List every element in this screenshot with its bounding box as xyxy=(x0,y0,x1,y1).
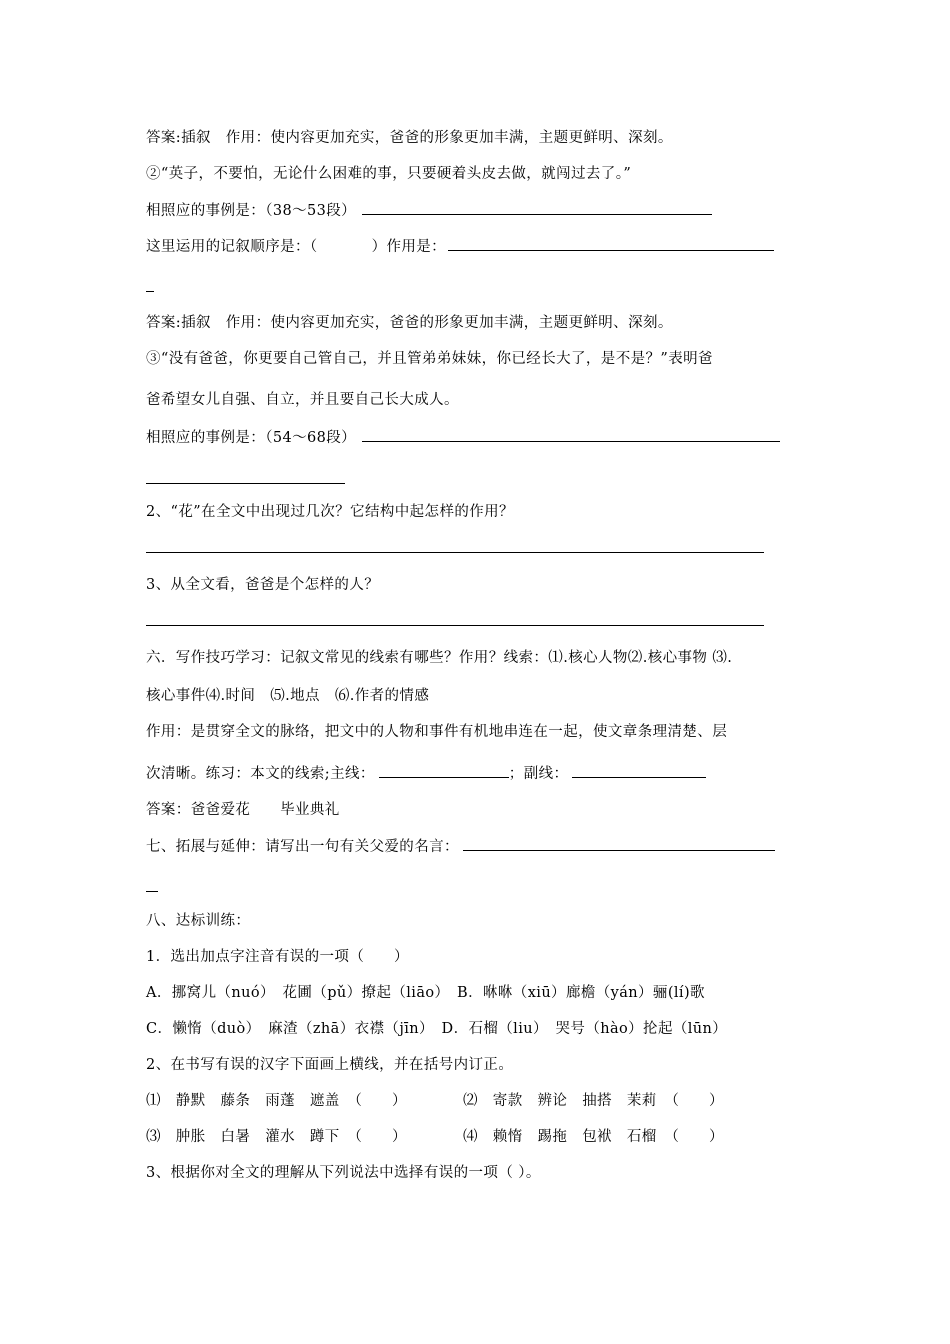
question-2: 2、“花”在全文中出现过几次？它结构中起怎样的作用？ xyxy=(146,504,514,520)
continuation-rule-2 xyxy=(146,483,345,484)
task-1-options-ab: A．挪窝儿（nuó） 花圃（pǔ）撩起（liāo） B．咻咻（xiū）廊檐（yán）骊(lí)歌 xyxy=(146,985,705,1001)
quote-3-cont: 爸希望女儿自强、自立，并且要自己长大成人。 xyxy=(146,392,459,408)
quote-blank[interactable] xyxy=(463,836,775,851)
section-6-function: 作用：是贯穿全文的脉络，把文中的人物和事件有机地串连在一起，使文章条理清楚、层 xyxy=(146,724,728,740)
answer-rule-q3[interactable] xyxy=(146,625,764,626)
answer-blank-1[interactable] xyxy=(362,200,712,215)
practice-text-main: 次清晰。练习：本文的线索;主线： xyxy=(146,766,375,782)
example-prompt-2 xyxy=(146,427,780,448)
narrative-order-text-b: ）作用是： xyxy=(371,239,447,255)
answer-blank-3[interactable] xyxy=(362,427,780,442)
task-2: 2、在书写有误的汉字下面画上横线，并在括号内订正。 xyxy=(146,1057,514,1073)
section-8-heading: 八、达标训练： xyxy=(146,913,251,929)
example-prompt-1-text: 相照应的事例是：（38～53段） xyxy=(146,203,357,219)
practice-text-sub: ；副线： xyxy=(508,766,569,782)
task-2-row-1b: ⑵ 寄款 辨论 抽搭 茉莉 （ ） xyxy=(463,1093,724,1109)
answer-line-1: 答案:插叙 作用：使内容更加充实，爸爸的形象更加丰满，主题更鲜明、深刻。 xyxy=(146,130,673,146)
section-6-answer: 答案：爸爸爱花 毕业典礼 xyxy=(146,802,340,818)
task-1-options-cd: C．懒惰（duò） 麻渣（zhā）衣襟（jīn） D．石榴（liu） 哭号（hào）抡起（lūn） xyxy=(146,1021,728,1037)
main-clue-blank[interactable] xyxy=(379,763,509,778)
sub-clue-blank[interactable] xyxy=(572,763,706,778)
example-prompt-1 xyxy=(146,200,712,221)
section-6-heading: 六．写作技巧学习：记叙文常见的线索有哪些？作用？线索：⑴.核心人物⑵.核心事物 ⑶. xyxy=(146,650,733,666)
question-3: 3、从全文看，爸爸是个怎样的人？ xyxy=(146,577,380,593)
task-2-row-2a: ⑶ 肿胀 白暑 灌水 蹲下 （ ） xyxy=(146,1129,407,1145)
answer-line-2: 答案:插叙 作用：使内容更加充实，爸爸的形象更加丰满，主题更鲜明、深刻。 xyxy=(146,315,673,331)
narrative-order-text-a: 这里运用的记叙顺序是：（ xyxy=(146,239,318,255)
narrative-order-prompt xyxy=(146,236,774,257)
answer-blank-2[interactable] xyxy=(448,236,774,251)
task-3: 3、根据你对全文的理解从下列说法中选择有误的一项（ ）。 xyxy=(146,1165,541,1181)
section-6-practice xyxy=(146,763,706,784)
quote-3: ③“没有爸爸，你更要自己管自己，并且管弟弟妹妹，你已经长大了，是不是？”表明爸 xyxy=(146,351,713,367)
section-7 xyxy=(146,836,775,857)
example-prompt-2-text: 相照应的事例是：（54～68段） xyxy=(146,430,357,446)
section-6-clues: 核心事件⑷.时间 ⑸.地点 ⑹.作者的情感 xyxy=(146,688,430,704)
task-2-row-1a: ⑴ 静默 藤条 雨蓬 遮盖 （ ） xyxy=(146,1093,407,1109)
task-1: 1．选出加点字注音有误的一项（ ） xyxy=(146,949,409,965)
task-2-row-2b: ⑷ 赖惰 踢拖 包袱 石榴 （ ） xyxy=(463,1129,724,1145)
section-7-text: 七、拓展与延伸：请写出一句有关父爱的名言： xyxy=(146,839,459,855)
continuation-rule-3 xyxy=(146,891,158,892)
continuation-rule-1 xyxy=(146,291,154,292)
quote-2: ②“英子，不要怕，无论什么困难的事，只要硬着头皮去做，就闯过去了。” xyxy=(146,166,632,182)
answer-rule-q2[interactable] xyxy=(146,552,764,553)
